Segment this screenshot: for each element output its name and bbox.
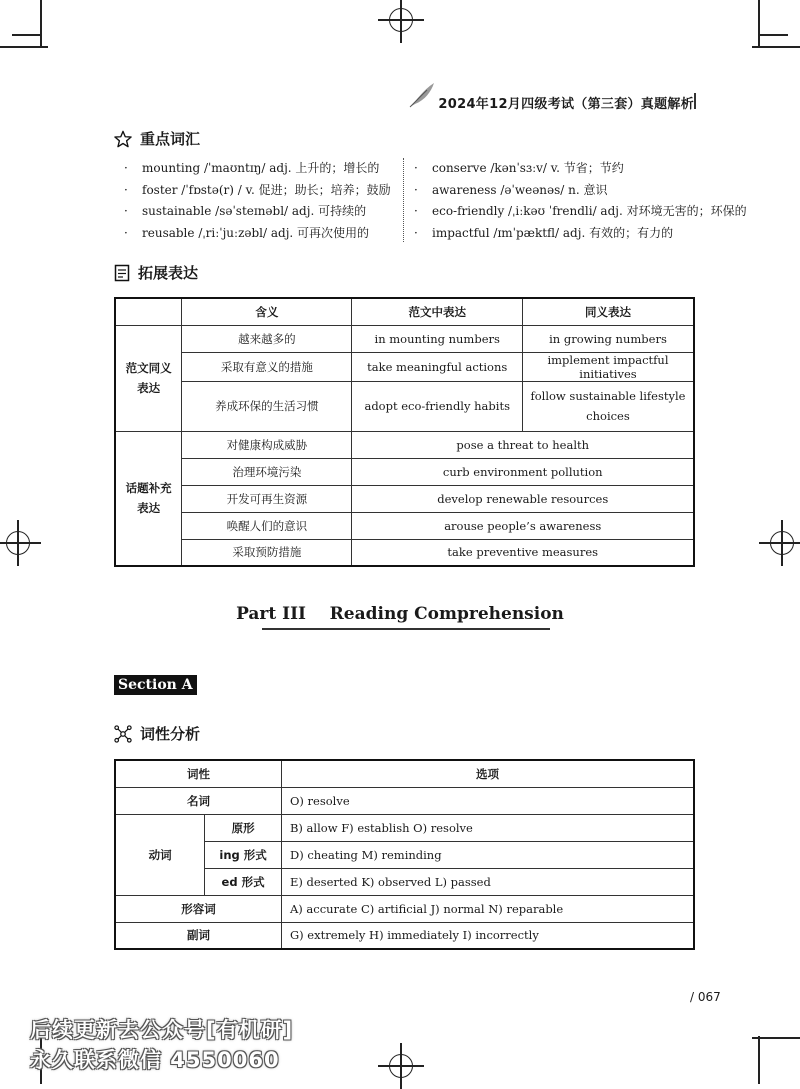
vocab-item-text: sustainable /səˈsteɪnəbl/ adj. 可持续的	[142, 204, 367, 218]
options-cell: O) resolve	[281, 787, 694, 814]
meaning-cell: 采取预防措施	[182, 539, 352, 566]
verb-form-label: ing 形式	[205, 841, 282, 868]
table-row	[115, 512, 694, 539]
table-row	[115, 485, 694, 512]
vocab-item: · foster /ˈfɒstə(r) / v. 促进；助长；培养；鼓励	[124, 182, 391, 197]
star-icon	[114, 130, 132, 148]
crop-mark	[760, 34, 788, 36]
group-label	[115, 431, 182, 566]
vocab-item: · conserve /kənˈsɜːv/ v. 节省；节约	[414, 161, 624, 175]
vocab-item-text: foster /ˈfɒstə(r) / v. 促进；助长；培养；鼓励	[142, 182, 391, 197]
expression-cell: curb environment pollution	[352, 458, 694, 485]
meaning-cell: 对健康构成威胁	[182, 431, 352, 458]
vocab-item: · reusable /ˌriːˈjuːzəbl/ adj. 可再次使用的	[124, 225, 370, 240]
options-cell: B) allow F) establish O) resolve	[281, 814, 694, 841]
verb-form-label: ed 形式	[205, 868, 282, 895]
expression-cell: arouse people’s awareness	[352, 512, 694, 539]
synonym-cell	[522, 381, 694, 431]
synonym-line: choices	[586, 409, 630, 423]
table-corner-cell	[115, 298, 182, 325]
verb-form-label: 原形	[205, 814, 282, 841]
table-row	[115, 325, 694, 352]
options-cell: D) cheating M) reminding	[281, 841, 694, 868]
registration-mark	[770, 531, 794, 555]
registration-mark	[6, 531, 30, 555]
table-header-row	[115, 760, 694, 787]
group-label-line: 表达	[137, 381, 161, 395]
crop-mark	[40, 0, 42, 48]
vocab-item-text: conserve /kənˈsɜːv/ v. 节省；节约	[432, 161, 624, 175]
meaning-cell: 采取有意义的措施	[182, 352, 352, 381]
part-title: Part III Reading Comprehension	[236, 604, 564, 624]
notebook-icon	[114, 264, 130, 282]
meaning-cell: 养成环保的生活习惯	[182, 381, 352, 431]
synonym-cell: implement impactful initiatives	[522, 352, 694, 381]
pos-table	[114, 759, 695, 950]
header-divider	[694, 93, 696, 109]
table-row	[115, 431, 694, 458]
vocab-item-text: reusable /ˌriːˈjuːzəbl/ adj. 可再次使用的	[142, 225, 370, 240]
expression-cell: develop renewable resources	[352, 485, 694, 512]
group-label-line: 话题补充	[125, 481, 172, 496]
meaning-cell: 开发可再生资源	[182, 485, 352, 512]
synonym-line: follow sustainable lifestyle	[530, 389, 686, 403]
vocab-item-text: mounting /ˈmaʊntɪŋ/ adj. 上升的；增长的	[142, 161, 380, 175]
vocab-list-right	[414, 158, 747, 244]
synonym-cell: in growing numbers	[522, 325, 694, 352]
options-cell: G) extremely H) immediately I) incorrectly	[281, 922, 694, 949]
group-label-line: 范文同义	[125, 361, 172, 375]
feather-icon	[407, 80, 437, 110]
registration-mark	[389, 1054, 413, 1078]
crop-mark	[0, 46, 48, 48]
table-row	[115, 814, 694, 841]
watermark-line: 永久联系微信 4550060	[30, 1048, 280, 1072]
meaning-cell: 唤醒人们的意识	[182, 512, 352, 539]
vocab-item: · sustainable /səˈsteɪnəbl/ adj. 可持续的	[124, 204, 367, 218]
section-label: Section A	[114, 675, 197, 695]
pos-label: 动词	[115, 814, 205, 895]
table-header-row	[115, 298, 694, 325]
vocab-item-text: impactful /ɪmˈpæktfl/ adj. 有效的；有力的	[432, 225, 674, 240]
crop-mark	[12, 34, 40, 36]
column-header: 含义	[182, 298, 352, 325]
essay-cell: adopt eco-friendly habits	[352, 381, 523, 431]
pos-label: 形容词	[115, 895, 281, 922]
vocab-item-text: eco-friendly /ˌiːkəʊ ˈfrendli/ adj. 对环境无害的；环保的	[432, 204, 747, 218]
pos-label: 名词	[115, 787, 281, 814]
vocab-title-text: 重点词汇	[140, 130, 201, 148]
expression-cell: take preventive measures	[352, 539, 694, 566]
table-row	[115, 458, 694, 485]
expression-table	[114, 297, 695, 567]
group-label	[115, 325, 182, 431]
page-number: / 067	[690, 990, 721, 1004]
vocab-item-text: awareness /əˈweənəs/ n. 意识	[432, 182, 608, 197]
pos-label: 副词	[115, 922, 281, 949]
molecule-icon	[114, 725, 132, 743]
column-header: 范文中表达	[352, 298, 523, 325]
crop-mark	[758, 0, 760, 48]
table-row	[115, 895, 694, 922]
part-title-underline	[262, 628, 550, 630]
column-header: 同义表达	[522, 298, 694, 325]
pos-title-text: 词性分析	[140, 725, 201, 743]
crop-mark	[758, 1036, 760, 1084]
crop-mark	[752, 1037, 800, 1039]
meaning-cell: 治理环境污染	[182, 458, 352, 485]
table-row	[115, 787, 694, 814]
table-row	[115, 352, 694, 381]
vocab-item: · mounting /ˈmaʊntɪŋ/ adj. 上升的；增长的	[124, 161, 380, 175]
table-row	[115, 922, 694, 949]
table-row	[115, 539, 694, 566]
vocab-section-title	[114, 128, 200, 149]
expand-title-text: 拓展表达	[138, 264, 199, 282]
group-label-line: 表达	[137, 501, 161, 516]
registration-mark	[389, 8, 413, 32]
meaning-cell: 越来越多的	[182, 325, 352, 352]
vocab-item: · impactful /ɪmˈpæktfl/ adj. 有效的；有力的	[414, 225, 674, 240]
options-cell: E) deserted K) observed L) passed	[281, 868, 694, 895]
column-header: 选项	[281, 760, 694, 787]
watermark-line: 后续更新去公众号[有机研]	[30, 1018, 294, 1042]
column-header: 词性	[115, 760, 281, 787]
header-title: 2024年12月四级考试（第三套）真题解析	[438, 97, 694, 112]
table-row	[115, 381, 694, 431]
vocab-item: · awareness /əˈweənəs/ n. 意识	[414, 182, 608, 197]
essay-cell: in mounting numbers	[352, 325, 523, 352]
essay-cell: take meaningful actions	[352, 352, 523, 381]
vocab-list-left	[124, 158, 391, 244]
pos-section-title	[114, 723, 200, 744]
vocab-divider	[403, 158, 404, 242]
expand-section-title	[114, 262, 198, 283]
crop-mark	[752, 46, 800, 48]
vocab-item: · eco-friendly /ˌiːkəʊ ˈfrendli/ adj. 对环境无害的；环保的	[414, 204, 747, 218]
expression-cell: pose a threat to health	[352, 431, 694, 458]
options-cell: A) accurate C) artificial J) normal N) reparable	[281, 895, 694, 922]
